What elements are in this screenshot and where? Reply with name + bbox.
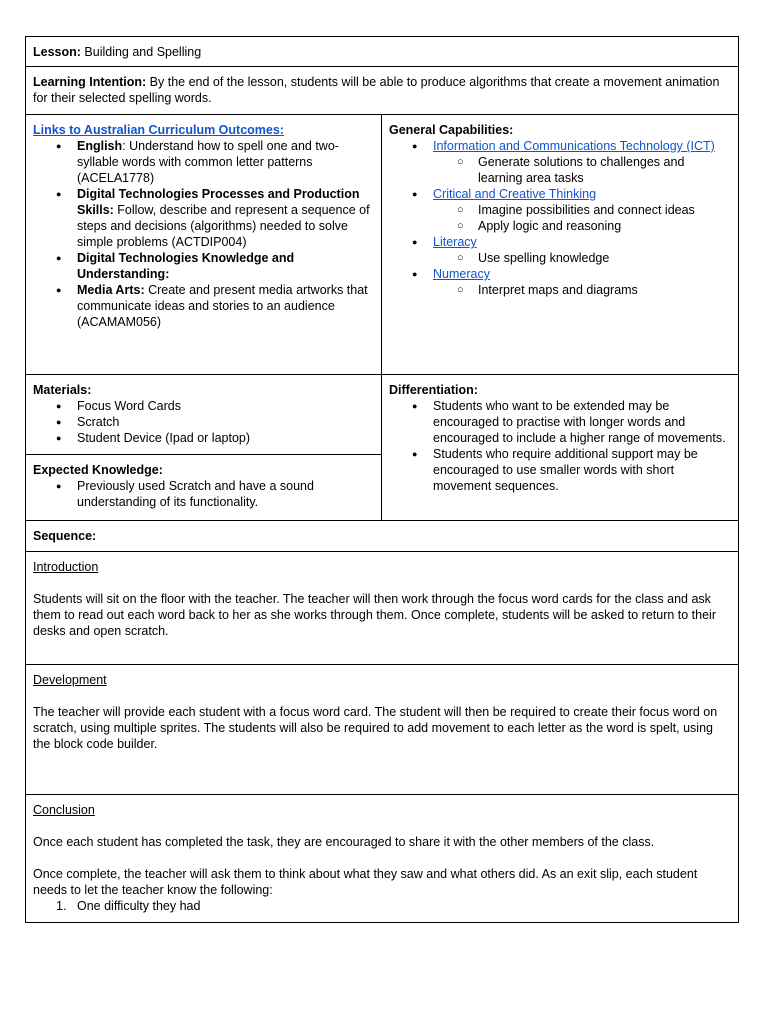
list-item xyxy=(56,250,374,282)
conclusion-text-1: Once each student has completed the task, they are encouraged to share it with the other members of the class. xyxy=(33,835,655,849)
conclusion-list xyxy=(33,898,731,914)
lesson-plan-table xyxy=(25,36,739,923)
list-item xyxy=(412,138,731,186)
conclusion-title: Conclusion xyxy=(33,803,95,817)
materials-column xyxy=(26,375,382,520)
curriculum-cell xyxy=(26,115,382,374)
development-title: Development xyxy=(33,673,107,687)
capability-link-numeracy[interactable]: Numeracy xyxy=(433,267,490,281)
capabilities-heading: General Capabilities: xyxy=(389,123,514,137)
introduction-cell xyxy=(26,552,738,645)
list-item: 1. One difficulty they had xyxy=(56,898,731,914)
conclusion-text-2: Once complete, the teacher will ask them to think about what they saw and what others did. As an exit slip, each student needs to let the teacher know the following: xyxy=(33,867,698,897)
learning-intention-row xyxy=(25,66,739,114)
development-text: The teacher will provide each student with a focus word card. The student will then be required to create their focus word on scratch, using multiple sprites. The students will also be required to add movement to each letter as the word is spelt, using the block code builder. xyxy=(33,705,718,751)
conclusion-cell xyxy=(26,795,738,920)
sequence-row xyxy=(25,520,739,551)
sub-list xyxy=(433,282,731,298)
materials-cell xyxy=(26,375,381,455)
capability-link-literacy[interactable]: Literacy xyxy=(433,235,477,249)
introduction-text: Students will sit on the floor with the teacher. The teacher will then work through the focus word cards for the class and ask them to read out each word back to her as she works through them. Once complete, students will be asked to return to their desks and open scratch. xyxy=(33,592,716,638)
sub-list xyxy=(433,154,731,186)
outcomes-row xyxy=(25,114,739,374)
materials-row xyxy=(25,374,739,520)
list-item xyxy=(56,186,374,250)
learning-intention-text: By the end of the lesson, students will be able to produce algorithms that create a movement animation for their selected spelling words. xyxy=(33,75,720,105)
lesson-label: Lesson: xyxy=(33,45,81,59)
outcome-title: English xyxy=(77,139,123,153)
sub-list-item: ○ Use spelling knowledge xyxy=(457,250,731,266)
list-item: ● Students who require additional support may be encouraged to use smaller words with short movement sequences. xyxy=(412,446,731,494)
capability-link-critical-thinking[interactable]: Critical and Creative Thinking xyxy=(433,187,597,201)
outcome-title: Digital Technologies Knowledge and Understanding: xyxy=(77,251,295,281)
capabilities-list xyxy=(389,138,731,298)
expected-knowledge-heading: Expected Knowledge: xyxy=(33,463,163,477)
curriculum-heading-link[interactable]: Links to Australian Curriculum Outcomes: xyxy=(33,123,284,137)
list-item: ● Student Device (Ipad or laptop) xyxy=(56,430,374,446)
outcome-title: Media Arts: xyxy=(77,283,145,297)
list-item xyxy=(56,138,374,186)
list-item xyxy=(412,266,731,298)
conclusion-row xyxy=(25,794,739,923)
list-item xyxy=(412,234,731,266)
differentiation-list xyxy=(389,398,731,494)
materials-list xyxy=(33,398,374,446)
outcome-title: Digital Technologies Processes and Production Skills: xyxy=(77,187,360,217)
sequence-heading: Sequence: xyxy=(33,529,97,543)
differentiation-heading: Differentiation: xyxy=(389,383,478,397)
differentiation-cell xyxy=(382,375,738,520)
list-item xyxy=(56,282,374,330)
capabilities-cell xyxy=(382,115,738,374)
list-item: ● Previously used Scratch and have a sound understanding of its functionality. xyxy=(56,478,374,510)
materials-heading: Materials: xyxy=(33,383,92,397)
sub-list-item: ○ Imagine possibilities and connect ideas xyxy=(457,202,731,218)
sub-list xyxy=(433,202,731,234)
sub-list-item: ○ Apply logic and reasoning xyxy=(457,218,731,234)
list-item: ● Students who want to be extended may be encouraged to practise with longer words and encouraged to include a higher range of movements. xyxy=(412,398,731,446)
sub-list xyxy=(433,250,731,266)
introduction-row xyxy=(25,551,739,664)
development-cell xyxy=(26,665,738,758)
outcome-text: : Understand how to spell one and two-syllable words with common letter patterns (ACELA1778) xyxy=(77,139,339,185)
capability-link-ict[interactable]: Information and Communications Technology (ICT) xyxy=(433,139,715,153)
sequence-cell xyxy=(26,521,738,550)
list-item: ● Scratch xyxy=(56,414,374,430)
curriculum-list xyxy=(33,138,374,330)
expected-knowledge-list xyxy=(33,478,374,510)
lesson-cell xyxy=(26,37,738,66)
list-item xyxy=(412,186,731,234)
sub-list-item: ○ Interpret maps and diagrams xyxy=(457,282,731,298)
outcome-text: Follow, describe and represent a sequence of steps and decisions (algorithms) needed to solve simple problems (ACTDIP004) xyxy=(77,203,370,249)
introduction-title: Introduction xyxy=(33,560,99,574)
outcome-text: Create and present media artworks that communicate ideas and stories to an audience (ACAMAM056) xyxy=(77,283,368,329)
sub-list-item: ○ Generate solutions to challenges and learning area tasks xyxy=(457,154,731,186)
learning-intention-cell xyxy=(26,67,738,112)
lesson-row xyxy=(25,36,739,66)
list-item: ● Focus Word Cards xyxy=(56,398,374,414)
development-row xyxy=(25,664,739,794)
lesson-title: Building and Spelling xyxy=(80,45,202,59)
learning-intention-label: Learning Intention: xyxy=(33,75,147,89)
expected-knowledge-cell xyxy=(26,455,381,516)
